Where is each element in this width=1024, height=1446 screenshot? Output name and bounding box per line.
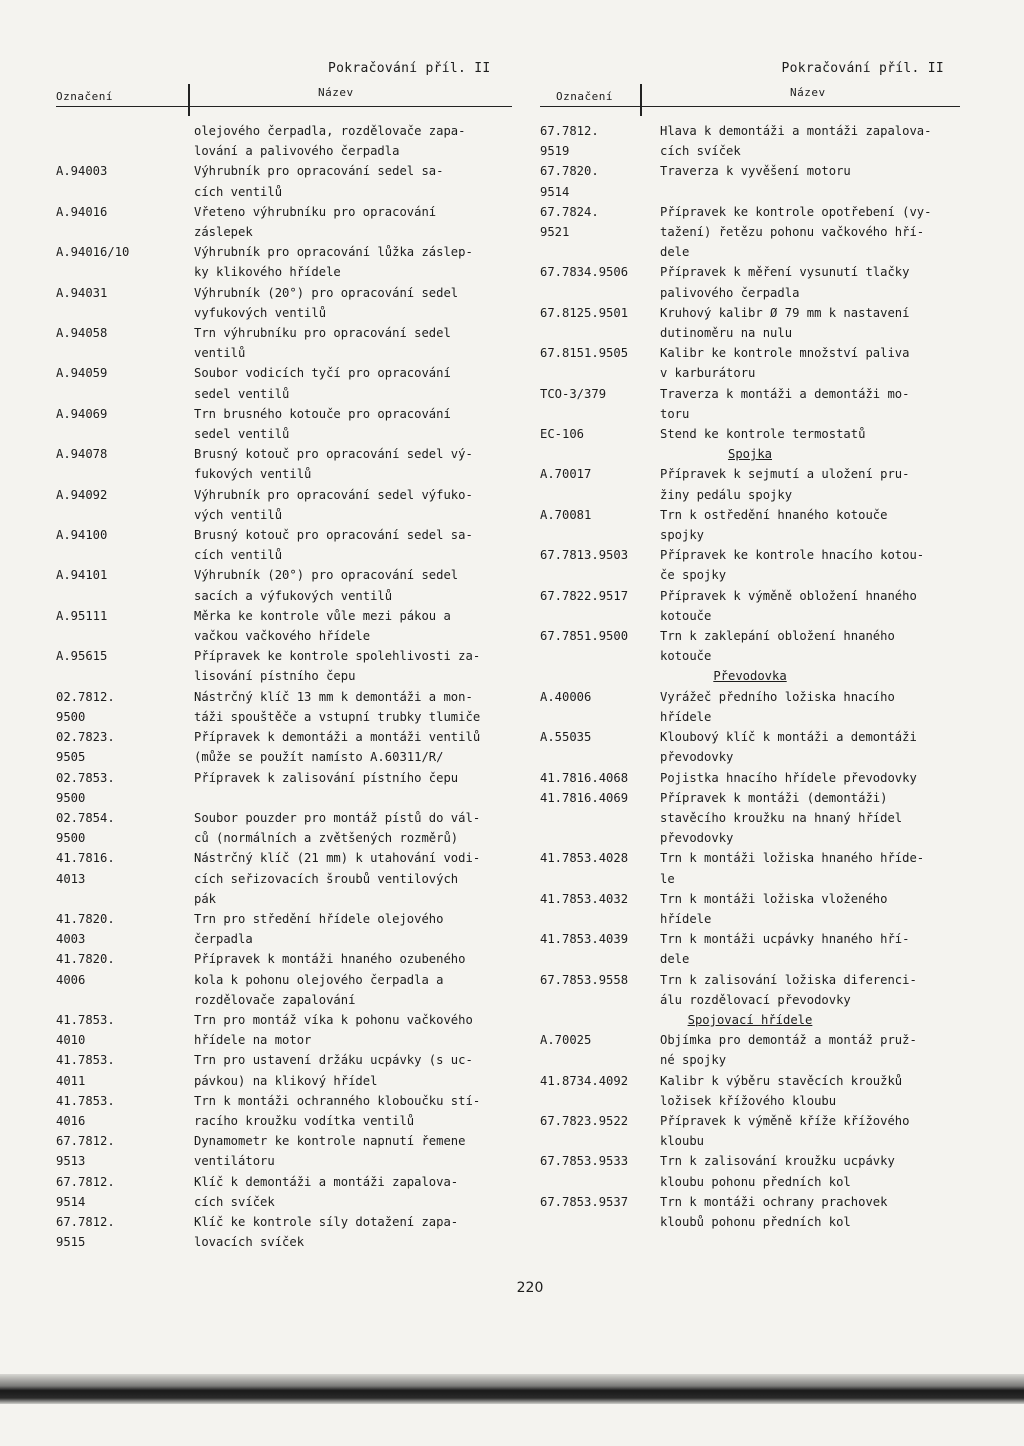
item-code: A.94058 (56, 326, 108, 341)
item-code: 02.7853. 9500 (56, 770, 115, 805)
item-code: 02.7823. 9505 (56, 730, 115, 765)
item-name: Měrka ke kontrole vůle mezi pákou a vačkou vačkového hřídele (194, 608, 451, 644)
table-row (540, 848, 960, 888)
item-code: A.94031 (56, 285, 108, 300)
table-row (56, 1172, 512, 1212)
table-row (540, 262, 960, 302)
table-row (56, 848, 512, 909)
table-row (56, 161, 512, 201)
item-name: Objímka pro demontáž a montáž pruž- né spojky (660, 1033, 917, 1068)
item-name: Dynamometr ke kontrole napnutí řemene ventilátoru (194, 1134, 466, 1169)
item-code: 41.7853. 4016 (56, 1093, 115, 1128)
item-code: 41.7853. 4010 (56, 1012, 115, 1048)
table-row (56, 1050, 512, 1090)
item-name: Kalibr k výběru stavěcích kroužků ložisek křížového kloubu (660, 1073, 903, 1108)
item-name: Nástrčný klíč (21 mm) k utahování vodi- cích seřizovacích šroubů ventilových pák (194, 851, 481, 906)
item-name: Trn brusného kotouče pro opracování sedel ventilů (194, 406, 451, 442)
table-row (540, 343, 960, 383)
item-code: 41.7816.4068 (540, 770, 629, 785)
item-code: 67.7813.9503 (540, 548, 629, 563)
table-row (56, 949, 512, 1010)
section-heading: Spojovací hřídele (687, 1012, 813, 1027)
item-code: 41.7816.4069 (540, 790, 629, 805)
item-code: 41.7853.4028 (540, 851, 629, 866)
continuation-title: Pokračování příl. II (328, 61, 491, 76)
item-code: 02.7854. 9500 (56, 810, 115, 846)
item-name: Trn pro montáž víka k pohonu vačkového hřídele na motor (194, 1012, 473, 1048)
item-name: Přípravek k výměně kříže křížového kloubu (660, 1113, 910, 1149)
table-row (540, 1192, 960, 1232)
item-code: A.94078 (56, 447, 108, 462)
item-code: 67.7812. 9515 (56, 1214, 115, 1250)
item-code: A.70025 (540, 1033, 592, 1048)
item-code: 41.7820. 4003 (56, 911, 115, 947)
table-row (56, 808, 512, 848)
item-name: Soubor vodicích tyčí pro opracování sedel ventilů (194, 366, 451, 401)
item-name: Výhrubník pro opracování sedel výfuko- vých ventilů (194, 487, 473, 522)
item-code: 41.7853.4039 (540, 932, 629, 947)
table-row (56, 202, 512, 242)
item-name: Trn k zalisování ložiska diferenci- álu rozdělovací převodovky (660, 972, 917, 1007)
table-header (56, 80, 512, 107)
item-name: Trn k zaklepání obložení hnaného kotouče (660, 629, 895, 664)
table-row (540, 889, 960, 929)
item-name: Přípravek k montáži hnaného ozubeného kola k pohonu olejového čerpadla a rozdělovače zapalování (194, 952, 466, 1007)
table-row (540, 424, 960, 444)
right-column (540, 60, 960, 1232)
item-name: olejového čerpadla, rozdělovače zapa- lování a palivového čerpadla (194, 124, 466, 159)
table-row (540, 727, 960, 767)
header-code: Označení (556, 90, 613, 103)
table-header (540, 80, 960, 107)
table-row (56, 606, 512, 646)
item-code: A.94100 (56, 528, 108, 543)
item-code: 67.7851.9500 (540, 629, 629, 644)
table-row (540, 687, 960, 727)
item-code: 67.7820. 9514 (540, 164, 599, 199)
item-code: A.70017 (540, 467, 592, 482)
scan-edge-band (0, 1374, 1024, 1404)
left-column (56, 60, 512, 1252)
item-name: Výhrubník pro opracování lůžka záslep- ky klikového hřídele (194, 245, 473, 280)
item-name: Soubor pouzder pro montáž pístů do vál- ců (normálních a zvětšených rozměrů) (194, 810, 481, 846)
table-row (540, 121, 960, 161)
item-code: 41.7853.4032 (540, 891, 629, 906)
table-row (540, 929, 960, 969)
table-row (56, 363, 512, 403)
item-code: 67.7853.9558 (540, 972, 629, 987)
item-code: A.95615 (56, 649, 108, 664)
table-row (56, 485, 512, 525)
item-code: A.94016 (56, 204, 108, 219)
table-row (540, 1151, 960, 1191)
item-code: 02.7812. 9500 (56, 689, 115, 724)
item-name: Výhrubník (20°) pro opracování sedel vyfukových ventilů (194, 285, 459, 320)
table-row (56, 687, 512, 727)
table-row (56, 323, 512, 363)
item-code: 67.8125.9501 (540, 305, 629, 320)
item-name: Trn pro ustavení držáku ucpávky (s uc- pávkou) na klikový hřídel (194, 1053, 473, 1088)
item-name: Trn k zalisování kroužku ucpávky kloubu pohonu předních kol (660, 1154, 895, 1189)
header-name: Název (790, 86, 826, 99)
item-code (56, 121, 194, 161)
table-row (56, 909, 512, 949)
item-name: Traverza k montáži a demontáži mo- toru (660, 386, 910, 421)
item-name: Kalibr ke kontrole množství paliva v karburátoru (660, 346, 910, 381)
item-code: A.94059 (56, 366, 108, 381)
table-row (540, 303, 960, 343)
item-name: Přípravek k zalisování pístního čepu (194, 770, 459, 785)
table-row (540, 970, 960, 1010)
item-name: Traverza k vyvěšení motoru (660, 164, 851, 179)
item-name: Brusný kotouč pro opracování sedel sa- cích ventilů (194, 528, 473, 563)
item-code: A.94016/10 (56, 245, 130, 260)
item-name: Trn k montáži ložiska vloženého hřídele (660, 891, 888, 926)
item-code: A.94092 (56, 487, 108, 502)
item-code: 67.8151.9505 (540, 346, 629, 361)
item-name: Přípravek k výměně obložení hnaného kotouče (660, 588, 917, 623)
item-name: Přípravek k demontáži a montáži ventilů (může se použít namísto A.60311/R/ (194, 730, 481, 765)
table-row (540, 505, 960, 545)
item-name: Přípravek k sejmutí a uložení pru- žiny pedálu spojky (660, 467, 910, 502)
left-table-body (56, 121, 512, 1252)
item-code: 41.7853. 4011 (56, 1053, 115, 1088)
header-divider (640, 84, 642, 116)
table-row (56, 444, 512, 484)
table-row (540, 788, 960, 849)
item-code: 67.7812. 9513 (56, 1134, 115, 1169)
item-name: Trn výhrubníku pro opracování sedel ventilů (194, 326, 451, 361)
header-code: Označení (56, 90, 113, 103)
item-name: Trn k montáži ucpávky hnaného hří- dele (660, 932, 910, 967)
item-code: A.94069 (56, 406, 108, 421)
table-row (56, 768, 512, 808)
page-number: 220 (516, 1280, 544, 1296)
item-name: Přípravek ke kontrole opotřebení (vy- tažení) řetězu pohonu vačkového hří- dele (660, 204, 932, 260)
table-row (540, 768, 960, 788)
table-row (56, 283, 512, 323)
item-code: A.70081 (540, 507, 592, 522)
table-row (56, 565, 512, 605)
table-row (56, 727, 512, 767)
table-row (540, 161, 960, 201)
table-row (56, 1091, 512, 1131)
table-row (56, 242, 512, 282)
item-name: Klíč k demontáži a montáži zapalova- cích svíček (194, 1174, 459, 1209)
table-row (540, 1111, 960, 1151)
item-name: Vyrážeč předního ložiska hnacího hřídele (660, 689, 895, 724)
table-row (56, 646, 512, 686)
item-code: A.94101 (56, 568, 108, 583)
header-divider (188, 84, 190, 116)
item-name: Hlava k demontáži a montáži zapalova- cích svíček (660, 124, 932, 159)
item-name: Trn k montáži ochrany prachovek kloubů pohonu předních kol (660, 1194, 888, 1229)
item-code: 67.7853.9533 (540, 1154, 629, 1169)
table-row (540, 1030, 960, 1070)
table-row (540, 384, 960, 424)
right-table-body (540, 121, 960, 1232)
table-row (56, 1131, 512, 1171)
item-name: Přípravek ke kontrole hnacího kotou- če spojky (660, 548, 925, 583)
item-code: 67.7824. 9521 (540, 204, 599, 240)
item-name: Přípravek ke kontrole spolehlivosti za- lisování pístního čepu (194, 649, 481, 684)
item-name: Přípravek k měření vysunutí tlačky palivového čerpadla (660, 265, 910, 300)
item-name: Přípravek k montáži (demontáži) stavěcího kroužku na hnaný hřídel převodovky (660, 790, 903, 846)
table-row (56, 1212, 512, 1252)
item-code: 67.7822.9517 (540, 588, 629, 603)
continuation-title: Pokračování příl. II (781, 61, 944, 76)
item-name: Nástrčný klíč 13 mm k demontáži a mon- táži spouštěče a vstupní trubky tlumiče (194, 689, 481, 724)
item-name: Pojistka hnacího hřídele převodovky (660, 770, 917, 785)
item-code: A.95111 (56, 608, 108, 623)
section-heading: Spojka (727, 447, 773, 462)
table-row (56, 1010, 512, 1050)
item-name: Klíč ke kontrole síly dotažení zapa- lovacích svíček (194, 1214, 459, 1250)
item-code: A.55035 (540, 730, 592, 745)
item-name: Trn k montáži ložiska hnaného hříde- le (660, 851, 925, 886)
item-code: 67.7812. 9519 (540, 124, 599, 159)
item-name: Stend ke kontrole termostatů (660, 427, 866, 442)
section-heading: Převodovka (713, 669, 787, 684)
table-row (540, 545, 960, 585)
table-row (540, 202, 960, 263)
item-name: Kloubový klíč k montáži a demontáži převodovky (660, 730, 917, 765)
item-name: Vřeteno výhrubníku pro opracování záslepek (194, 204, 437, 240)
table-row (540, 626, 960, 666)
table-row (540, 586, 960, 626)
item-name: Brusný kotouč pro opracování sedel vý- fukových ventilů (194, 447, 473, 482)
item-code: TCO-3/379 (540, 386, 607, 401)
item-code: EC-106 (540, 427, 585, 442)
table-row (540, 464, 960, 504)
item-name: Výhrubník pro opracování sedel sa- cích ventilů (194, 164, 444, 199)
item-code: 41.7816. 4013 (56, 851, 115, 886)
item-name: Výhrubník (20°) pro opracování sedel sacích a výfukových ventilů (194, 568, 459, 603)
table-row (56, 404, 512, 444)
table-row (56, 525, 512, 565)
item-code: A.94003 (56, 164, 108, 179)
header-name: Název (318, 86, 354, 99)
item-code: 67.7823.9522 (540, 1113, 629, 1128)
table-row (540, 1071, 960, 1111)
item-code: 41.8734.4092 (540, 1073, 629, 1088)
table-row (56, 121, 512, 161)
item-code: 67.7853.9537 (540, 1194, 629, 1209)
item-name: Trn k montáži ochranného kloboučku stí- racího kroužku vodítka ventilů (194, 1093, 481, 1128)
item-code: 67.7834.9506 (540, 265, 629, 280)
item-name: Trn pro středění hřídele olejového čerpadla (194, 911, 444, 947)
item-code: 67.7812. 9514 (56, 1174, 115, 1209)
item-code: 41.7820. 4006 (56, 952, 115, 987)
item-code: A.40006 (540, 689, 592, 704)
item-name: Kruhový kalibr Ø 79 mm k nastavení dutinoměru na nulu (660, 305, 910, 341)
item-name: Trn k ostředění hnaného kotouče spojky (660, 507, 888, 543)
